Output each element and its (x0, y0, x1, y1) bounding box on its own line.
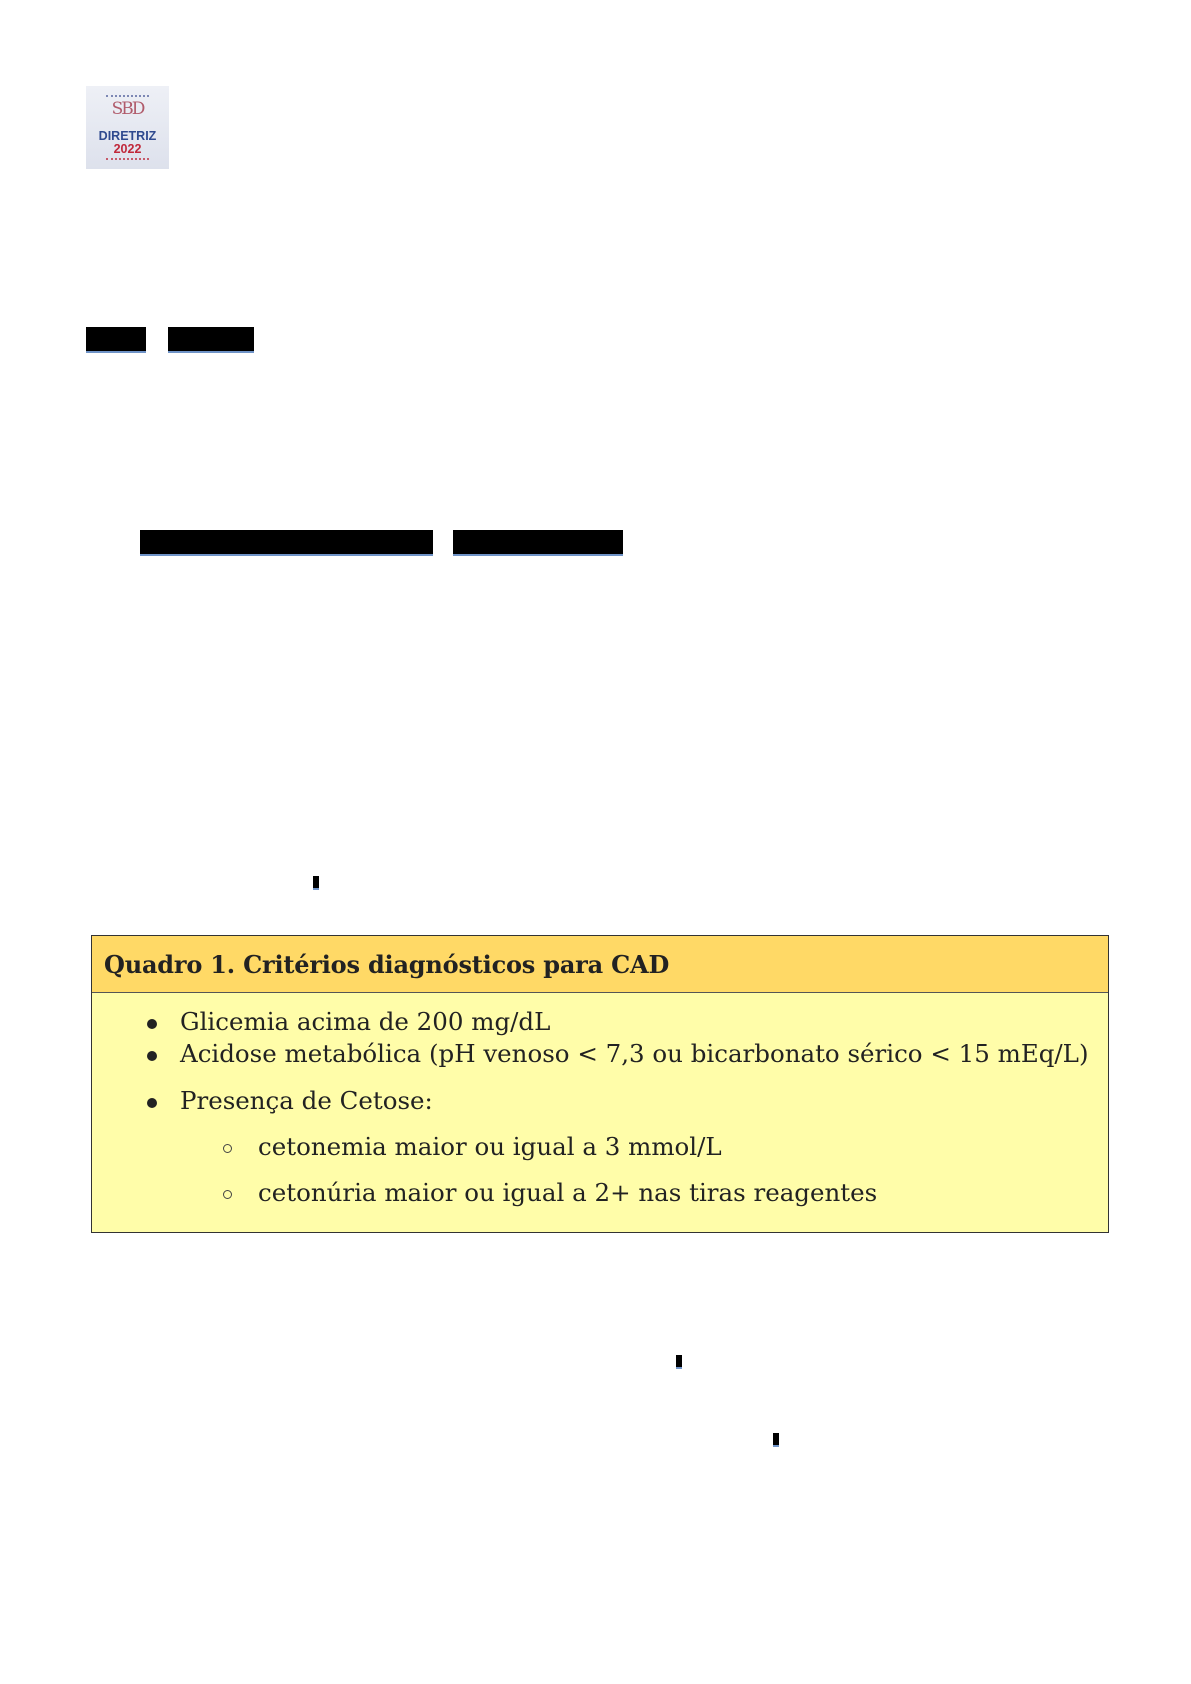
sbd-emblem: SBD (111, 99, 144, 119)
redacted-subheading-part-2 (453, 530, 623, 556)
bullet-icon (147, 1051, 157, 1061)
quadro-body (92, 993, 1108, 1232)
redacted-reference-mark (773, 1433, 779, 1447)
bullet-icon (147, 1019, 157, 1029)
criteria-subitem-cetonuria: cetonúria maior ou igual a 2+ nas tiras reagentes (258, 1178, 878, 1207)
quadro-1-box (91, 935, 1109, 1233)
redacted-subheading-part-1 (140, 530, 433, 556)
sbd-diretriz-logo (86, 86, 169, 169)
logo-diretriz-text: DIRETRIZ (98, 129, 157, 143)
logo-year-text: 2022 (113, 142, 142, 156)
redacted-heading-part-2 (168, 327, 254, 353)
quadro-header (92, 936, 1108, 993)
redacted-reference-mark (313, 876, 319, 890)
criteria-subitem-cetonemia: cetonemia maior ou igual a 3 mmol/L (258, 1132, 722, 1161)
redacted-heading-part-1 (86, 327, 146, 353)
quadro-title: Quadro 1. Critérios diagnósticos para CAD (104, 949, 670, 979)
redacted-reference-mark (676, 1355, 682, 1369)
bullet-icon (147, 1098, 157, 1108)
sub-bullet-icon (223, 1190, 232, 1199)
criteria-item-acidose: Acidose metabólica (pH venoso < 7,3 ou bicarbonato sérico < 15 mEq/L) (180, 1039, 1089, 1068)
criteria-item-cetose: Presença de Cetose: (180, 1086, 433, 1115)
logo-top-dots (106, 95, 149, 97)
sub-bullet-icon (223, 1144, 232, 1153)
logo-bottom-dots (106, 158, 149, 160)
criteria-item-glicemia: Glicemia acima de 200 mg/dL (180, 1007, 551, 1036)
